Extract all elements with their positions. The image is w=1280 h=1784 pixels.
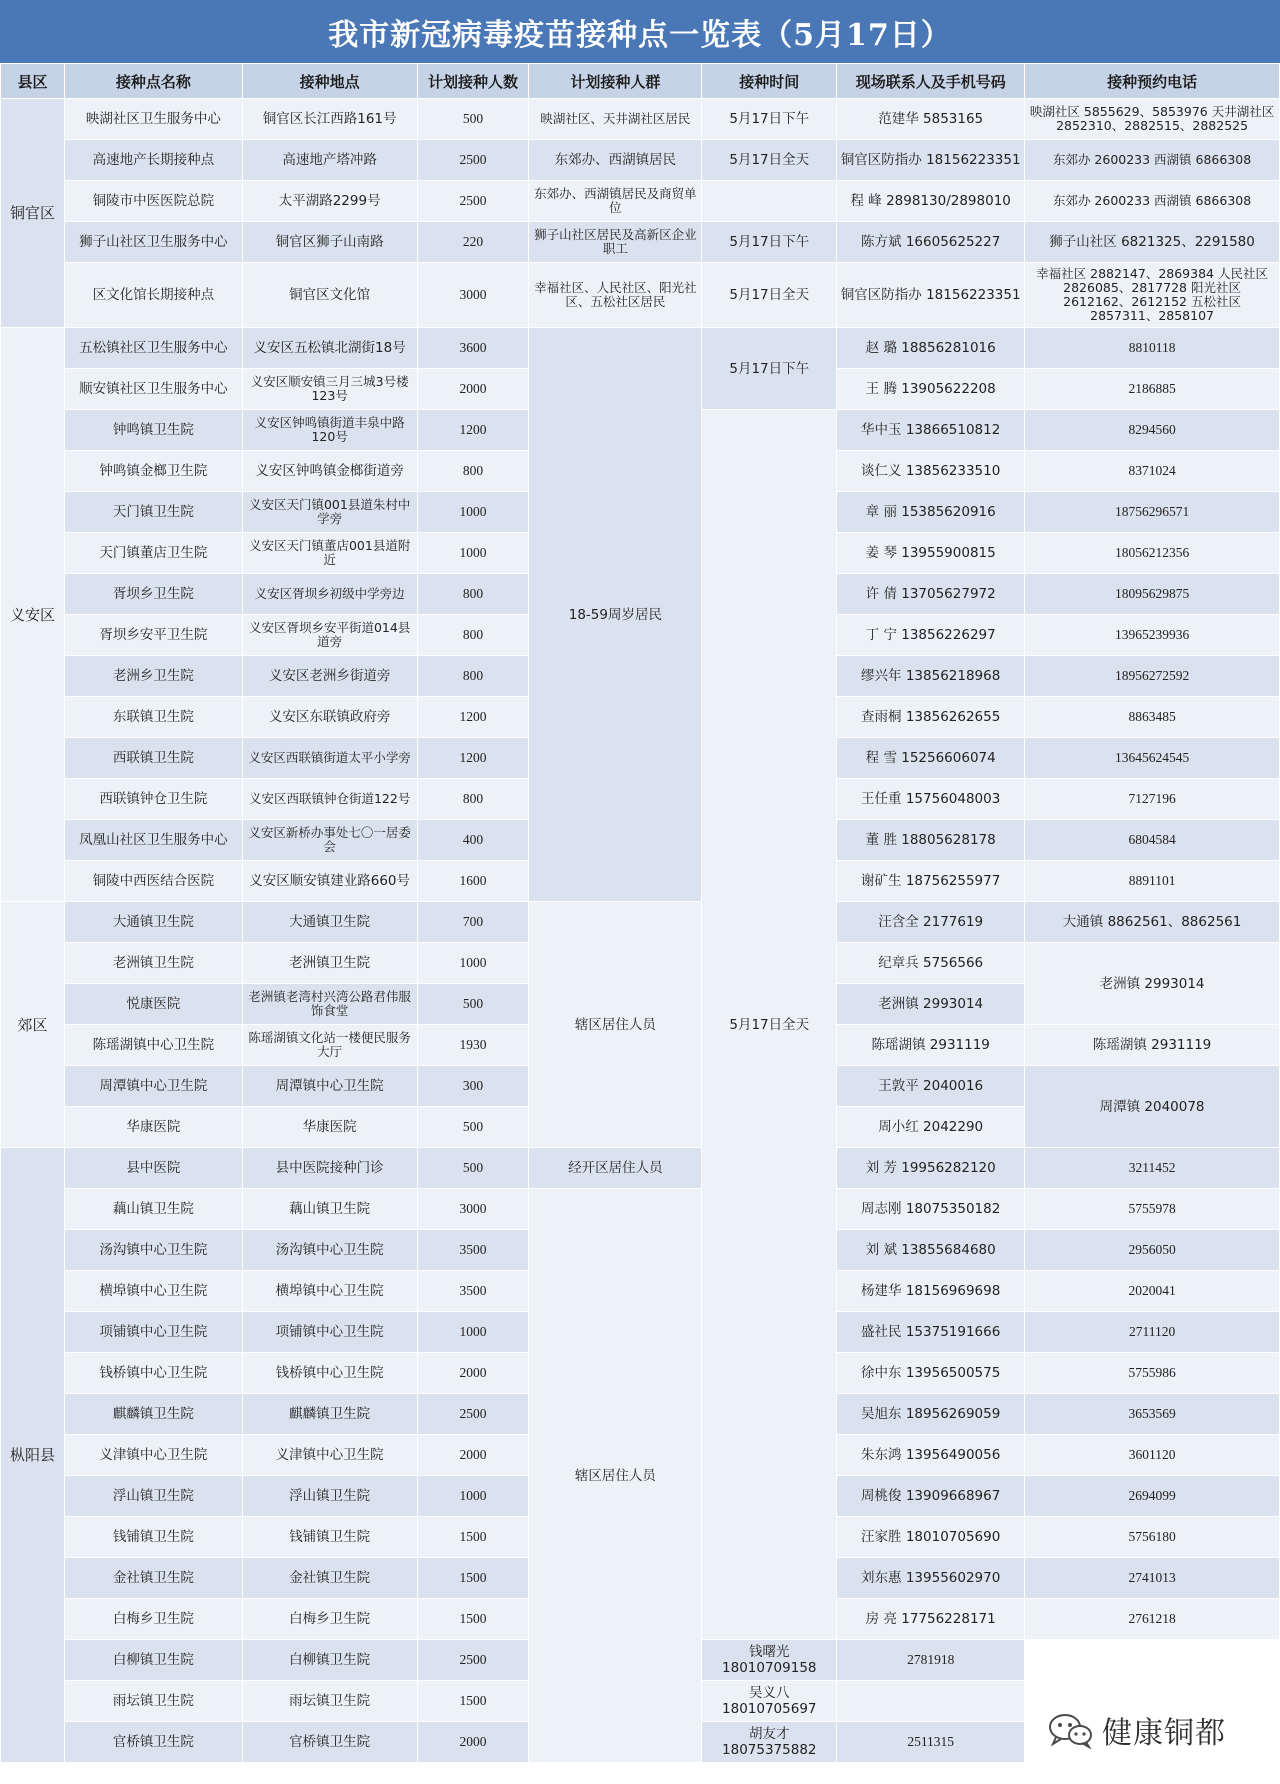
site-address: 义安区东联镇政府旁 xyxy=(242,697,417,738)
header-booking: 接种预约电话 xyxy=(1025,64,1280,99)
contact: 查雨桐 13856262655 xyxy=(837,697,1025,738)
planned-count: 500 xyxy=(417,1148,529,1189)
site-address: 义安区钟鸣镇金榔街道旁 xyxy=(242,451,417,492)
table-row xyxy=(1,1189,1280,1230)
planned-count: 1500 xyxy=(417,1681,529,1722)
contact: 铜官区防指办 18156223351 xyxy=(837,140,1025,181)
county-cell: 枞阳县 xyxy=(1,1148,65,1763)
site-address: 义安区西联镇钟仓街道122号 xyxy=(242,779,417,820)
site-name: 老洲镇卫生院 xyxy=(64,943,242,984)
booking: 5756180 xyxy=(1025,1517,1280,1558)
site-name: 西联镇钟仓卫生院 xyxy=(64,779,242,820)
site-address: 义安区老洲乡街道旁 xyxy=(242,656,417,697)
time: 5月17日全天 xyxy=(702,140,837,181)
county-cell: 郊区 xyxy=(1,902,65,1148)
planned-count: 2500 xyxy=(417,181,529,222)
site-name: 胥坝乡卫生院 xyxy=(64,574,242,615)
booking: 6804584 xyxy=(1025,820,1280,861)
booking: 8810118 xyxy=(1025,328,1280,369)
site-name: 天门镇卫生院 xyxy=(64,492,242,533)
site-name: 天门镇董店卫生院 xyxy=(64,533,242,574)
contact: 缪兴年 13856218968 xyxy=(837,656,1025,697)
planned-count: 1500 xyxy=(417,1517,529,1558)
site-address: 老洲镇卫生院 xyxy=(242,943,417,984)
site-name: 铜陵市中医医院总院 xyxy=(64,181,242,222)
contact: 谢矿生 18756255977 xyxy=(837,861,1025,902)
header-county: 县区 xyxy=(1,64,65,99)
planned-count: 1000 xyxy=(417,1476,529,1517)
contact: 周桃俊 13909668967 xyxy=(837,1476,1025,1517)
planned-count: 400 xyxy=(417,820,529,861)
booking xyxy=(837,1681,1025,1722)
planned-count: 2500 xyxy=(417,1640,529,1681)
target-group: 18-59周岁居民 xyxy=(529,328,702,902)
site-address: 周潭镇中心卫生院 xyxy=(242,1066,417,1107)
watermark xyxy=(1048,1708,1226,1752)
site-address: 汤沟镇中心卫生院 xyxy=(242,1230,417,1271)
contact: 董 胜 18805628178 xyxy=(837,820,1025,861)
contact: 华中玉 13866510812 xyxy=(837,410,1025,451)
booking: 13965239936 xyxy=(1025,615,1280,656)
site-name: 周潭镇中心卫生院 xyxy=(64,1066,242,1107)
site-name: 顺安镇社区卫生服务中心 xyxy=(64,369,242,410)
contact: 铜官区防指办 18156223351 xyxy=(837,263,1025,328)
header-site-name: 接种点名称 xyxy=(64,64,242,99)
site-address: 义安区胥坝乡初级中学旁边 xyxy=(242,574,417,615)
site-address: 铜官区狮子山南路 xyxy=(242,222,417,263)
site-address: 麒麟镇卫生院 xyxy=(242,1394,417,1435)
planned-count: 1000 xyxy=(417,1312,529,1353)
contact: 徐中东 13956500575 xyxy=(837,1353,1025,1394)
site-address: 义安区顺安镇三月三城3号楼123号 xyxy=(242,369,417,410)
site-address: 官桥镇卫生院 xyxy=(242,1722,417,1763)
site-address: 县中医院接种门诊 xyxy=(242,1148,417,1189)
vaccination-table xyxy=(0,63,1280,1763)
planned-count: 1200 xyxy=(417,738,529,779)
planned-count: 1200 xyxy=(417,410,529,451)
contact: 刘 斌 13855684680 xyxy=(837,1230,1025,1271)
target-group: 映湖社区、天井湖社区居民 xyxy=(529,99,702,140)
site-name: 钟鸣镇金榔卫生院 xyxy=(64,451,242,492)
contact: 丁 宁 13856226297 xyxy=(837,615,1025,656)
contact: 杨建华 18156969698 xyxy=(837,1271,1025,1312)
site-address: 白梅乡卫生院 xyxy=(242,1599,417,1640)
site-address: 义安区钟鸣镇街道丰泉中路120号 xyxy=(242,410,417,451)
contact: 钱曙光 18010709158 xyxy=(702,1640,837,1681)
watermark-text: 健康铜都 xyxy=(1102,1716,1226,1751)
site-name: 官桥镇卫生院 xyxy=(64,1722,242,1763)
site-name: 狮子山社区卫生服务中心 xyxy=(64,222,242,263)
planned-count: 500 xyxy=(417,984,529,1025)
planned-count: 800 xyxy=(417,656,529,697)
site-name: 白梅乡卫生院 xyxy=(64,1599,242,1640)
site-name: 五松镇社区卫生服务中心 xyxy=(64,328,242,369)
contact: 程 峰 2898130/2898010 xyxy=(837,181,1025,222)
booking: 18095629875 xyxy=(1025,574,1280,615)
site-address: 钱桥镇中心卫生院 xyxy=(242,1353,417,1394)
site-name: 悦康医院 xyxy=(64,984,242,1025)
contact: 房 亮 17756228171 xyxy=(837,1599,1025,1640)
booking: 18756296571 xyxy=(1025,492,1280,533)
contact: 王敦平 2040016 xyxy=(837,1066,1025,1107)
site-name: 华康医院 xyxy=(64,1107,242,1148)
contact: 周小红 2042290 xyxy=(837,1107,1025,1148)
site-name: 县中医院 xyxy=(64,1148,242,1189)
target-group: 狮子山社区居民及高新区企业职工 xyxy=(529,222,702,263)
booking: 18056212356 xyxy=(1025,533,1280,574)
contact: 陈方斌 16605625227 xyxy=(837,222,1025,263)
target-group: 辖区居住人员 xyxy=(529,902,702,1148)
booking: 老洲镇 2993014 xyxy=(1025,943,1280,1025)
planned-count: 800 xyxy=(417,451,529,492)
site-name: 东联镇卫生院 xyxy=(64,697,242,738)
time: 5月17日下午 xyxy=(702,222,837,263)
site-address: 横埠镇中心卫生院 xyxy=(242,1271,417,1312)
table-row xyxy=(1,263,1280,328)
site-address: 钱铺镇卫生院 xyxy=(242,1517,417,1558)
planned-count: 800 xyxy=(417,574,529,615)
site-name: 横埠镇中心卫生院 xyxy=(64,1271,242,1312)
table-row xyxy=(1,140,1280,181)
site-name: 钱铺镇卫生院 xyxy=(64,1517,242,1558)
contact: 胡友才 18075375882 xyxy=(702,1722,837,1763)
site-address: 铜官区文化馆 xyxy=(242,263,417,328)
target-group: 辖区居住人员 xyxy=(529,1189,702,1763)
planned-count: 1500 xyxy=(417,1558,529,1599)
site-name: 钱桥镇中心卫生院 xyxy=(64,1353,242,1394)
site-name: 陈瑶湖镇中心卫生院 xyxy=(64,1025,242,1066)
contact: 刘 芳 19956282120 xyxy=(837,1148,1025,1189)
booking: 8294560 xyxy=(1025,410,1280,451)
site-name: 藕山镇卫生院 xyxy=(64,1189,242,1230)
table-row xyxy=(1,902,1280,943)
site-name: 白柳镇卫生院 xyxy=(64,1640,242,1681)
contact: 吴旭东 18956269059 xyxy=(837,1394,1025,1435)
booking: 东郊办 2600233 西湖镇 6866308 xyxy=(1025,181,1280,222)
booking: 8371024 xyxy=(1025,451,1280,492)
site-name: 麒麟镇卫生院 xyxy=(64,1394,242,1435)
contact: 赵 璐 18856281016 xyxy=(837,328,1025,369)
site-name: 西联镇卫生院 xyxy=(64,738,242,779)
booking: 7127196 xyxy=(1025,779,1280,820)
contact: 老洲镇 2993014 xyxy=(837,984,1025,1025)
contact: 谈仁义 13856233510 xyxy=(837,451,1025,492)
planned-count: 700 xyxy=(417,902,529,943)
booking: 5755986 xyxy=(1025,1353,1280,1394)
wechat-icon xyxy=(1048,1713,1094,1747)
site-address: 义安区天门镇001县道朱村中学旁 xyxy=(242,492,417,533)
contact: 程 雪 15256606074 xyxy=(837,738,1025,779)
planned-count: 3000 xyxy=(417,1189,529,1230)
county-cell: 铜官区 xyxy=(1,99,65,328)
booking: 3601120 xyxy=(1025,1435,1280,1476)
booking: 2761218 xyxy=(1025,1599,1280,1640)
planned-count: 500 xyxy=(417,99,529,140)
site-name: 项铺镇中心卫生院 xyxy=(64,1312,242,1353)
contact: 章 丽 15385620916 xyxy=(837,492,1025,533)
planned-count: 1000 xyxy=(417,492,529,533)
header-site-address: 接种地点 xyxy=(242,64,417,99)
table-row xyxy=(1,328,1280,369)
booking: 狮子山社区 6821325、2291580 xyxy=(1025,222,1280,263)
planned-count: 1930 xyxy=(417,1025,529,1066)
site-name: 老洲乡卫生院 xyxy=(64,656,242,697)
planned-count: 3600 xyxy=(417,328,529,369)
booking: 周潭镇 2040078 xyxy=(1025,1066,1280,1148)
target-group: 东郊办、西湖镇居民及商贸单位 xyxy=(529,181,702,222)
planned-count: 1600 xyxy=(417,861,529,902)
planned-count: 220 xyxy=(417,222,529,263)
site-address: 项铺镇中心卫生院 xyxy=(242,1312,417,1353)
site-name: 区文化馆长期接种点 xyxy=(64,263,242,328)
site-address: 义安区新桥办事处七〇一居委会 xyxy=(242,820,417,861)
booking: 8891101 xyxy=(1025,861,1280,902)
booking: 18956272592 xyxy=(1025,656,1280,697)
planned-count: 1200 xyxy=(417,697,529,738)
target-group: 东郊办、西湖镇居民 xyxy=(529,140,702,181)
site-address: 华康医院 xyxy=(242,1107,417,1148)
header-time: 接种时间 xyxy=(702,64,837,99)
planned-count: 1500 xyxy=(417,1599,529,1640)
site-name: 汤沟镇中心卫生院 xyxy=(64,1230,242,1271)
time: 5月17日下午 xyxy=(702,99,837,140)
site-name: 浮山镇卫生院 xyxy=(64,1476,242,1517)
planned-count: 2000 xyxy=(417,1435,529,1476)
contact: 范建华 5853165 xyxy=(837,99,1025,140)
site-name: 映湖社区卫生服务中心 xyxy=(64,99,242,140)
site-name: 大通镇卫生院 xyxy=(64,902,242,943)
site-name: 钟鸣镇卫生院 xyxy=(64,410,242,451)
site-address: 金社镇卫生院 xyxy=(242,1558,417,1599)
site-address: 义安区胥坝乡安平街道014县道旁 xyxy=(242,615,417,656)
site-address: 浮山镇卫生院 xyxy=(242,1476,417,1517)
booking: 2741013 xyxy=(1025,1558,1280,1599)
site-address: 义安区五松镇北湖街18号 xyxy=(242,328,417,369)
booking: 13645624545 xyxy=(1025,738,1280,779)
booking: 8863485 xyxy=(1025,697,1280,738)
planned-count: 3000 xyxy=(417,263,529,328)
booking: 幸福社区 2882147、2869384 人民社区 2826085、2817728 阳光社区 2612162、2612152 五松社区 2857311、2858107 xyxy=(1025,263,1280,328)
booking: 映湖社区 5855629、5853976 天井湖社区 2852310、2882515、2882525 xyxy=(1025,99,1280,140)
target-group: 幸福社区、人民社区、阳光社区、五松社区居民 xyxy=(529,263,702,328)
booking: 2956050 xyxy=(1025,1230,1280,1271)
site-name: 高速地产长期接种点 xyxy=(64,140,242,181)
site-name: 铜陵中西医结合医院 xyxy=(64,861,242,902)
planned-count: 2500 xyxy=(417,1394,529,1435)
contact: 姜 琴 13955900815 xyxy=(837,533,1025,574)
planned-count: 2000 xyxy=(417,1722,529,1763)
header-planned-count: 计划接种人数 xyxy=(417,64,529,99)
site-name: 金社镇卫生院 xyxy=(64,1558,242,1599)
planned-count: 2000 xyxy=(417,369,529,410)
site-address: 高速地产塔冲路 xyxy=(242,140,417,181)
site-name: 胥坝乡安平卫生院 xyxy=(64,615,242,656)
header-contact: 现场联系人及手机号码 xyxy=(837,64,1025,99)
booking: 2186885 xyxy=(1025,369,1280,410)
booking: 5755978 xyxy=(1025,1189,1280,1230)
site-address: 义津镇中心卫生院 xyxy=(242,1435,417,1476)
contact: 陈瑶湖镇 2931119 xyxy=(837,1025,1025,1066)
time: 5月17日全天 xyxy=(702,263,837,328)
header-target-group: 计划接种人群 xyxy=(529,64,702,99)
contact: 盛社民 15375191666 xyxy=(837,1312,1025,1353)
booking: 2781918 xyxy=(837,1640,1025,1681)
site-address: 雨坛镇卫生院 xyxy=(242,1681,417,1722)
site-name: 凤凰山社区卫生服务中心 xyxy=(64,820,242,861)
site-address: 铜官区长江西路161号 xyxy=(242,99,417,140)
contact: 汪家胜 18010705690 xyxy=(837,1517,1025,1558)
booking: 3211452 xyxy=(1025,1148,1280,1189)
site-address: 义安区顺安镇建业路660号 xyxy=(242,861,417,902)
time: 5月17日全天 xyxy=(702,410,837,1640)
contact: 周志刚 18075350182 xyxy=(837,1189,1025,1230)
table-row xyxy=(1,222,1280,263)
contact: 许 倩 13705627972 xyxy=(837,574,1025,615)
planned-count: 800 xyxy=(417,615,529,656)
planned-count: 300 xyxy=(417,1066,529,1107)
site-address: 陈瑶湖镇文化站一楼便民服务大厅 xyxy=(242,1025,417,1066)
booking: 东郊办 2600233 西湖镇 6866308 xyxy=(1025,140,1280,181)
planned-count: 1000 xyxy=(417,533,529,574)
header-row xyxy=(1,64,1280,99)
time: 5月17日下午 xyxy=(702,328,837,410)
site-address: 义安区天门镇董店001县道附近 xyxy=(242,533,417,574)
contact: 王 腾 13905622208 xyxy=(837,369,1025,410)
booking: 陈瑶湖镇 2931119 xyxy=(1025,1025,1280,1066)
site-address: 大通镇卫生院 xyxy=(242,902,417,943)
site-address: 义安区西联镇街道太平小学旁 xyxy=(242,738,417,779)
planned-count: 1000 xyxy=(417,943,529,984)
booking: 2711120 xyxy=(1025,1312,1280,1353)
planned-count: 500 xyxy=(417,1107,529,1148)
table-row xyxy=(1,99,1280,140)
target-group: 经开区居住人员 xyxy=(529,1148,702,1189)
booking: 大通镇 8862561、8862561 xyxy=(1025,902,1280,943)
planned-count: 2000 xyxy=(417,1353,529,1394)
county-cell: 义安区 xyxy=(1,328,65,902)
time xyxy=(702,181,837,222)
contact: 纪章兵 5756566 xyxy=(837,943,1025,984)
planned-count: 2500 xyxy=(417,140,529,181)
contact: 王任重 15756048003 xyxy=(837,779,1025,820)
site-name: 雨坛镇卫生院 xyxy=(64,1681,242,1722)
table-row xyxy=(1,181,1280,222)
planned-count: 800 xyxy=(417,779,529,820)
site-name: 义津镇中心卫生院 xyxy=(64,1435,242,1476)
site-address: 老洲镇老湾村兴湾公路君伟服饰食堂 xyxy=(242,984,417,1025)
site-address: 太平湖路2299号 xyxy=(242,181,417,222)
booking: 2511315 xyxy=(837,1722,1025,1763)
planned-count: 3500 xyxy=(417,1271,529,1312)
contact: 吴义八 18010705697 xyxy=(702,1681,837,1722)
site-address: 藕山镇卫生院 xyxy=(242,1189,417,1230)
page-title: 我市新冠病毒疫苗接种点一览表（5月17日） xyxy=(0,0,1280,63)
booking: 3653569 xyxy=(1025,1394,1280,1435)
contact: 刘东惠 13955602970 xyxy=(837,1558,1025,1599)
table-row xyxy=(1,1148,1280,1189)
booking: 2020041 xyxy=(1025,1271,1280,1312)
planned-count: 3500 xyxy=(417,1230,529,1271)
contact: 汪含全 2177619 xyxy=(837,902,1025,943)
booking: 2694099 xyxy=(1025,1476,1280,1517)
contact: 朱东鸿 13956490056 xyxy=(837,1435,1025,1476)
site-address: 白柳镇卫生院 xyxy=(242,1640,417,1681)
